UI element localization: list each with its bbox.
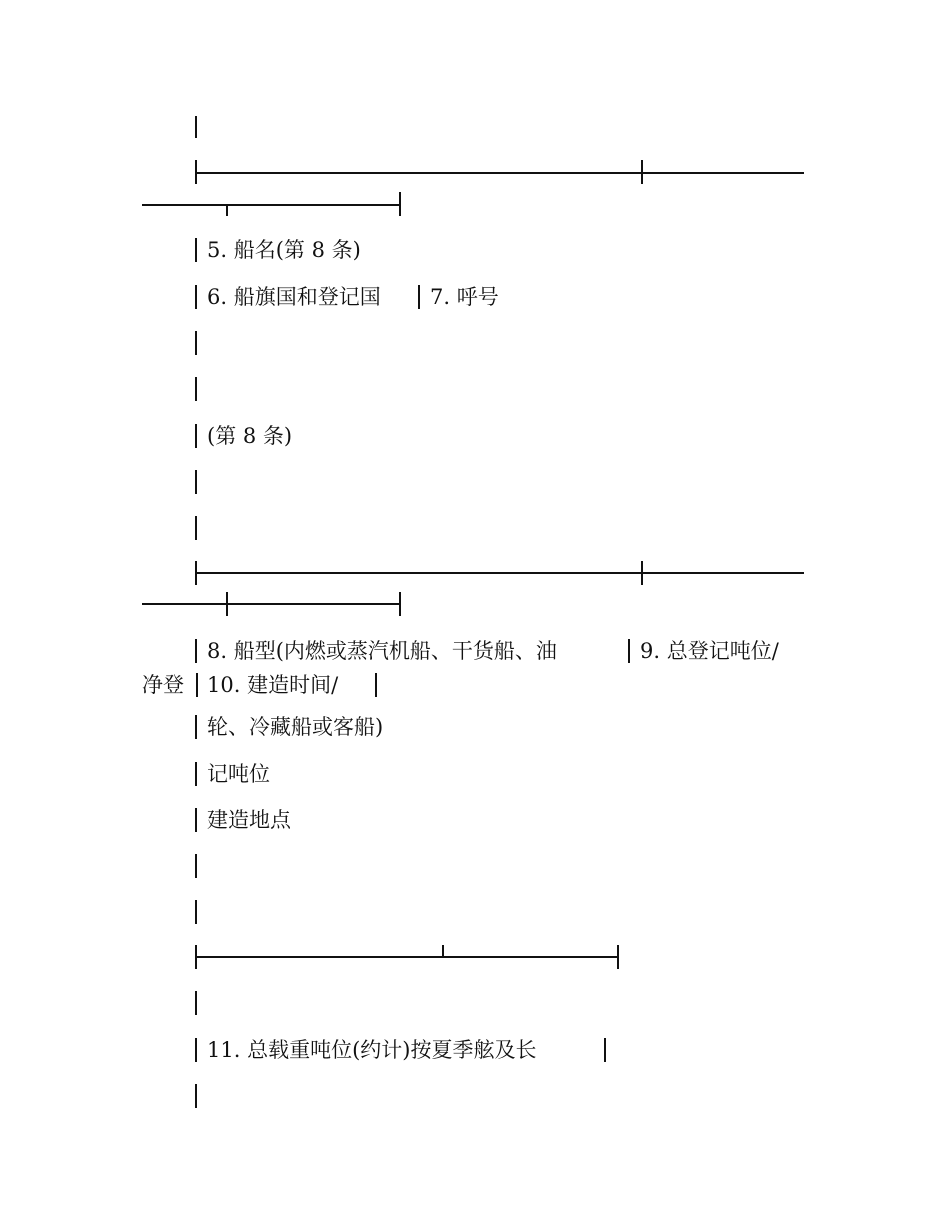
table-border bbox=[617, 945, 619, 969]
table-border bbox=[195, 854, 197, 878]
table-border bbox=[418, 285, 420, 309]
table-border bbox=[195, 900, 197, 924]
gross-tonnage-label: 9. 总登记吨位/ bbox=[640, 639, 779, 663]
table-rule bbox=[196, 172, 804, 174]
table-rule bbox=[196, 572, 804, 574]
table-border bbox=[195, 377, 197, 401]
article-reference: (第 8 条) bbox=[207, 424, 293, 448]
build-place-label: 建造地点 bbox=[207, 808, 291, 832]
table-border bbox=[195, 238, 197, 262]
table-border bbox=[195, 331, 197, 355]
call-sign-label: 7. 呼号 bbox=[430, 285, 499, 309]
net-tonnage-fragment: 净登 bbox=[142, 673, 184, 697]
flag-state-label: 6. 船旗国和登记国 bbox=[207, 285, 381, 309]
table-border bbox=[195, 762, 197, 786]
table-rule bbox=[142, 603, 400, 605]
table-border bbox=[399, 592, 401, 616]
table-border bbox=[442, 945, 444, 957]
table-border bbox=[195, 516, 197, 540]
table-border bbox=[196, 673, 198, 697]
table-border bbox=[195, 715, 197, 739]
table-border bbox=[195, 285, 197, 309]
table-border bbox=[195, 808, 197, 832]
table-border bbox=[195, 1038, 197, 1062]
table-border bbox=[628, 639, 630, 663]
table-rule bbox=[196, 956, 618, 958]
ship-type-label: 8. 船型(内燃或蒸汽机船、干货船、油 bbox=[207, 639, 557, 663]
build-time-label: 10. 建造时间/ bbox=[207, 673, 339, 697]
table-border bbox=[195, 116, 197, 138]
table-border bbox=[604, 1038, 606, 1062]
table-border bbox=[195, 1084, 197, 1108]
table-border bbox=[226, 204, 228, 216]
table-border bbox=[195, 424, 197, 448]
table-border bbox=[195, 639, 197, 663]
table-border bbox=[399, 192, 401, 216]
tonnage-continuation: 记吨位 bbox=[207, 762, 270, 786]
table-rule bbox=[142, 204, 400, 206]
table-border bbox=[226, 592, 228, 616]
table-border bbox=[641, 160, 643, 184]
table-border bbox=[195, 470, 197, 494]
ship-name-label: 5. 船名(第 8 条) bbox=[207, 238, 361, 262]
table-border bbox=[195, 991, 197, 1015]
deadweight-label: 11. 总载重吨位(约计)按夏季舷及长 bbox=[207, 1038, 537, 1062]
table-border bbox=[375, 673, 377, 697]
table-border bbox=[641, 561, 643, 585]
ship-type-continuation: 轮、冷藏船或客船) bbox=[207, 715, 384, 739]
